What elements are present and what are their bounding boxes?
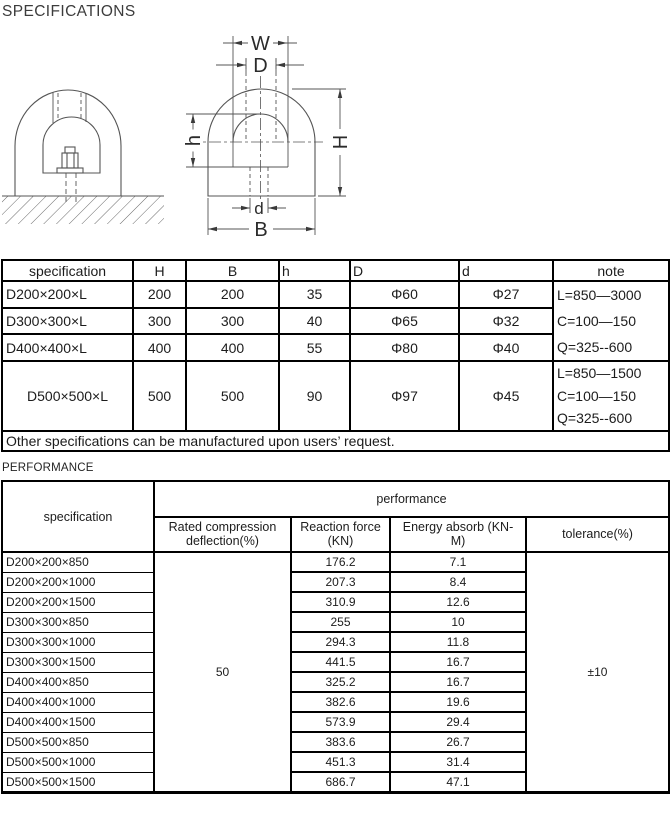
- reaction-cell: 451.3: [291, 752, 390, 772]
- header-note: note: [553, 260, 669, 281]
- spec-cell: D200×200×1500: [2, 592, 154, 612]
- spec-cell: D300×300×850: [2, 612, 154, 632]
- spec-cell: D200×200×L: [2, 281, 133, 308]
- header-B: B: [186, 260, 279, 281]
- spec-cell: D400×400×1500: [2, 712, 154, 732]
- header-H: H: [133, 260, 186, 281]
- reaction-cell: 686.7: [291, 772, 390, 792]
- energy-cell: 7.1: [390, 552, 526, 572]
- dd-cell: Φ60: [350, 281, 459, 308]
- tolerance-value: ±10: [526, 552, 669, 792]
- spec-cell: D400×400×1000: [2, 692, 154, 712]
- energy-cell: 47.1: [390, 772, 526, 792]
- header-tolerance: tolerance(%): [526, 517, 669, 553]
- energy-cell: 26.7: [390, 732, 526, 752]
- dl-cell: Φ32: [459, 308, 553, 335]
- energy-cell: 12.6: [390, 592, 526, 612]
- reaction-cell: 573.9: [291, 712, 390, 732]
- hh-cell: 40: [279, 308, 350, 335]
- table-row: [2, 552, 669, 572]
- header-rated-compression: Rated compression deflection(%): [154, 517, 291, 553]
- header-d: d: [459, 260, 553, 281]
- energy-cell: 11.8: [390, 632, 526, 652]
- reaction-cell: 310.9: [291, 592, 390, 612]
- table-row: [2, 361, 669, 431]
- spec-cell: D500×500×L: [2, 361, 133, 431]
- note-cell: [553, 361, 669, 431]
- reaction-cell: 382.6: [291, 692, 390, 712]
- header-D: D: [350, 260, 459, 281]
- hh-cell: 55: [279, 334, 350, 361]
- table-row: [2, 281, 669, 308]
- fender-installed-drawing: [2, 90, 164, 224]
- fender-outer-profile: [15, 90, 121, 196]
- b-cell: 500: [186, 361, 279, 431]
- spec-cell: D300×300×1500: [2, 652, 154, 672]
- note-line: L=850—3000: [557, 287, 642, 303]
- energy-cell: 31.4: [390, 752, 526, 772]
- section-outer-profile: [208, 89, 315, 196]
- dl-cell: Φ27: [459, 281, 553, 308]
- h-cell: 200: [133, 281, 186, 308]
- table-header-row: [2, 481, 669, 517]
- spec-cell: D400×400×850: [2, 672, 154, 692]
- dim-label-h: h: [183, 134, 205, 147]
- fender-inner-cavity: [43, 117, 100, 173]
- header-reaction-force: Reaction force (KN): [291, 517, 390, 553]
- fender-drawings: [0, 0, 671, 256]
- note-cell-group: [553, 281, 669, 361]
- dd-cell: Φ80: [350, 334, 459, 361]
- note-line: Q=325--600: [557, 410, 633, 426]
- spec-cell: D300×300×1000: [2, 632, 154, 652]
- dim-label-w: W: [251, 33, 270, 55]
- performance-section-label: PERFORMANCE: [2, 462, 94, 474]
- header-h: h: [279, 260, 350, 281]
- dd-cell: Φ65: [350, 308, 459, 335]
- spec-cell: D200×200×1000: [2, 572, 154, 592]
- spec-cell: D500×500×850: [2, 732, 154, 752]
- rated-deflection-value: 50: [154, 552, 291, 792]
- b-cell: 300: [186, 308, 279, 335]
- energy-cell: 19.6: [390, 692, 526, 712]
- header-energy-absorb: Energy absorb (KN-M): [390, 517, 526, 553]
- dim-label-b: B: [254, 219, 268, 241]
- b-cell: 400: [186, 334, 279, 361]
- note-line: Q=325--600: [557, 339, 633, 355]
- reaction-cell: 325.2: [291, 672, 390, 692]
- note-line: C=100—150: [557, 387, 637, 404]
- reaction-cell: 255: [291, 612, 390, 632]
- table-footer-row: [2, 431, 669, 452]
- spec-cell: D200×200×850: [2, 552, 154, 572]
- spec-cell: D300×300×L: [2, 308, 133, 335]
- note-line: L=850—1500: [557, 365, 642, 381]
- performance-table: [1, 480, 670, 794]
- energy-cell: 10: [390, 612, 526, 632]
- note-line: C=100—150: [557, 313, 637, 329]
- specification-table: [1, 259, 670, 452]
- energy-cell: 29.4: [390, 712, 526, 732]
- dl-cell: Φ40: [459, 334, 553, 361]
- dim-label-d-upper: D: [253, 55, 268, 77]
- reaction-cell: 207.3: [291, 572, 390, 592]
- footer-note: Other specifications can be manufactured upon users’ request.: [2, 431, 669, 452]
- spec-cell: D500×500×1000: [2, 752, 154, 772]
- h-cell: 400: [133, 334, 186, 361]
- energy-cell: 16.7: [390, 672, 526, 692]
- energy-cell: 8.4: [390, 572, 526, 592]
- table-header-row: [2, 260, 669, 281]
- header-performance: performance: [154, 481, 669, 517]
- b-cell: 200: [186, 281, 279, 308]
- dd-cell: Φ97: [350, 361, 459, 431]
- hh-cell: 35: [279, 281, 350, 308]
- reaction-cell: 441.5: [291, 652, 390, 672]
- h-cell: 500: [133, 361, 186, 431]
- spec-cell: D500×500×1500: [2, 772, 154, 792]
- header-specification: specification: [2, 481, 154, 552]
- page-title: SPECIFICATIONS: [2, 3, 136, 20]
- spec-cell: D400×400×L: [2, 334, 133, 361]
- energy-cell: 16.7: [390, 652, 526, 672]
- dim-label-d-lower: d: [254, 199, 264, 218]
- ground-hatch: [2, 196, 164, 224]
- dim-label-cap-h: H: [330, 134, 352, 150]
- h-cell: 300: [133, 308, 186, 335]
- reaction-cell: 176.2: [291, 552, 390, 572]
- reaction-cell: 383.6: [291, 732, 390, 752]
- hh-cell: 90: [279, 361, 350, 431]
- reaction-cell: 294.3: [291, 632, 390, 652]
- header-specification: specification: [2, 260, 133, 281]
- dl-cell: Φ45: [459, 361, 553, 431]
